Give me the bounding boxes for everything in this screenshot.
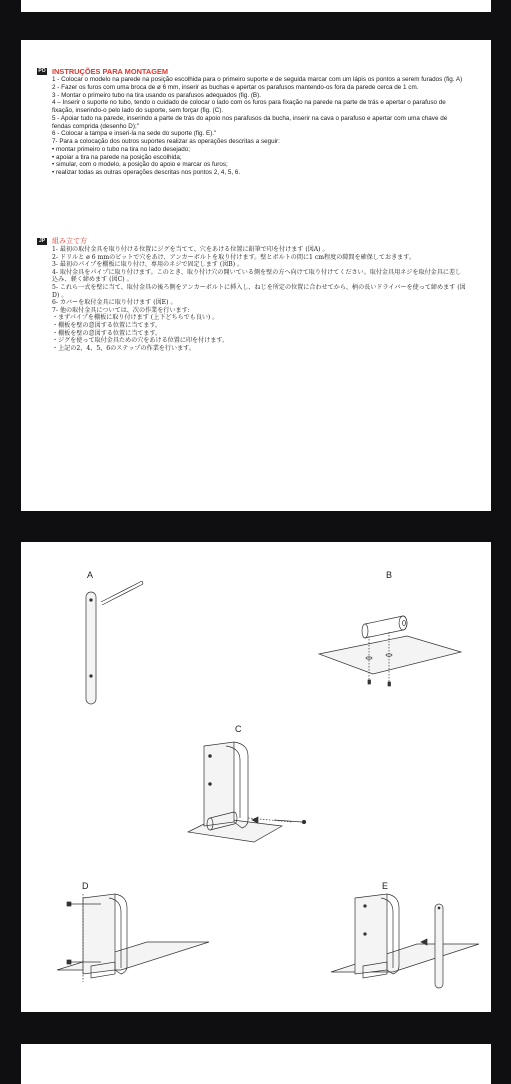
instruction-line: 4 – Inserir o suporte no tubo, tendo o cuidado de colocar o lado com os furos para fixação na parede na parte de trás e apertar o parafuso de fixação, inserindo-o pelo lado do suporte, sem forçar (fig. (C). [52, 99, 446, 114]
instruction-line: 1- 最初の取付金具を取り付ける位置にジグを当てて、穴をあける位置に鉛筆で印を付けます (図A) 。 [52, 246, 329, 253]
instruction-line: ・棚板を壁の意図する位置に当てます。 [52, 329, 162, 337]
figure-c-bracket-drawing [186, 738, 326, 848]
section-title: 組み立て方 [52, 237, 87, 245]
instruction-line: 2 - Fazer os furos com uma broca de ø 6 mm, inserir as buchas e apertar os parafusos mantendo-os fora da parede cerca de 1 cm. [52, 83, 419, 91]
instruction-line: • simular, com o modelo, a posição do apoio e marcar os furos; [52, 161, 228, 169]
instruction-line: • realizar todas as outras operações descritas nos pontos 2, 4, 5, 6. [52, 169, 241, 176]
portuguese-section [37, 67, 467, 177]
figures-page [21, 542, 491, 1012]
instruction-line: 4- 取付金具をパイプに取り付けます。このとき、取り付け穴の開いている側を壁の方へ向けて取り付けてください。取付金具用ネジを取付金具に差し込み、軽く締めます (図C) 。 [52, 268, 462, 284]
instruction-list [52, 246, 467, 352]
instruction-line: • apoiar a tira na parede na posição escolhida; [52, 153, 182, 161]
previous-page-bottom [21, 0, 491, 12]
figure-e-cover-drawing [321, 882, 481, 992]
instructions-page [21, 40, 491, 511]
instruction-line: 1 - Colocar o modelo na parede na posição escolhida para o primeiro suporte e de seguida marcar com um lápis os pontos a serem furados (fig. A) [52, 76, 463, 83]
instruction-line: 3- 最初のパイプを棚板に取り付け、専用のネジで固定します (図B) 。 [52, 261, 244, 269]
instruction-line: 7- 他の取付金具については、次の作業を行います: [52, 306, 190, 314]
figure-e-label: E [382, 881, 389, 891]
instruction-line: • montar primeiro o tubo na tira no lado desejado; [52, 145, 191, 153]
next-page-top [21, 1044, 491, 1084]
instruction-line: 6 - Colocar a tampa e inseri-la na sede do suporte (fig. E)." [52, 130, 217, 138]
figure-b-label: B [386, 570, 393, 580]
japanese-section [37, 237, 467, 352]
instruction-line: 5 - Apoiar tudo na parede, inserindo a parte de trás do apoio nos parafusos da bucha, inserir na cava o parafuso e apertar com uma chave de fendas comprida (desenho D);" [52, 114, 448, 130]
language-flag-icon: PO [38, 68, 46, 74]
instruction-line: ・ジグを使って取付金具ための穴をあける位置に印を付けます。 [52, 337, 229, 345]
instruction-line: 2- ドリルと ø 6 mmのビットで穴をあけ、アンカーボルトを取り付けます。壁とボルトの間に1 cm程度の隙間を確保しておきます。 [52, 253, 415, 261]
instruction-line: ・棚板を壁の意図する位置に当てます。 [52, 321, 162, 329]
figure-a-label: A [87, 570, 94, 580]
figure-b-tube-drawing [311, 602, 461, 692]
instruction-list [52, 76, 467, 177]
figure-a-jig-drawing [76, 572, 156, 712]
instruction-line: ・まずパイプを棚板に取り付けます (上下どちらでも良い) 。 [52, 314, 219, 322]
language-flag-icon: JP [38, 238, 46, 244]
figure-c-label: C [235, 724, 242, 734]
instruction-line: ・上記の2、4、5、6のステップの作業を行います。 [52, 344, 195, 352]
instruction-line: 6- カバーを取付金具に取り付けます (図E) 。 [52, 299, 177, 307]
figure-d-wall-mount-drawing [51, 882, 211, 992]
instruction-line: 3 - Montar o primeiro tubo na tira usando os parafusos adequados (fig. (B). [52, 91, 261, 99]
instruction-line: 7- Para a colocação dos outros suportes realizar as operações descritas a seguir: [52, 138, 280, 145]
section-title: INSTRUÇÕES PARA MONTAGEM [52, 67, 169, 76]
instruction-line: 5- これら一式を壁に当て、取付金具の後ろ側をアンカーボルトに挿入し、ねじを所定の位置に合わせてから、柄の長いドライバーを使って締めます (図D) 。 [52, 283, 466, 299]
figure-d-label: D [82, 881, 89, 891]
